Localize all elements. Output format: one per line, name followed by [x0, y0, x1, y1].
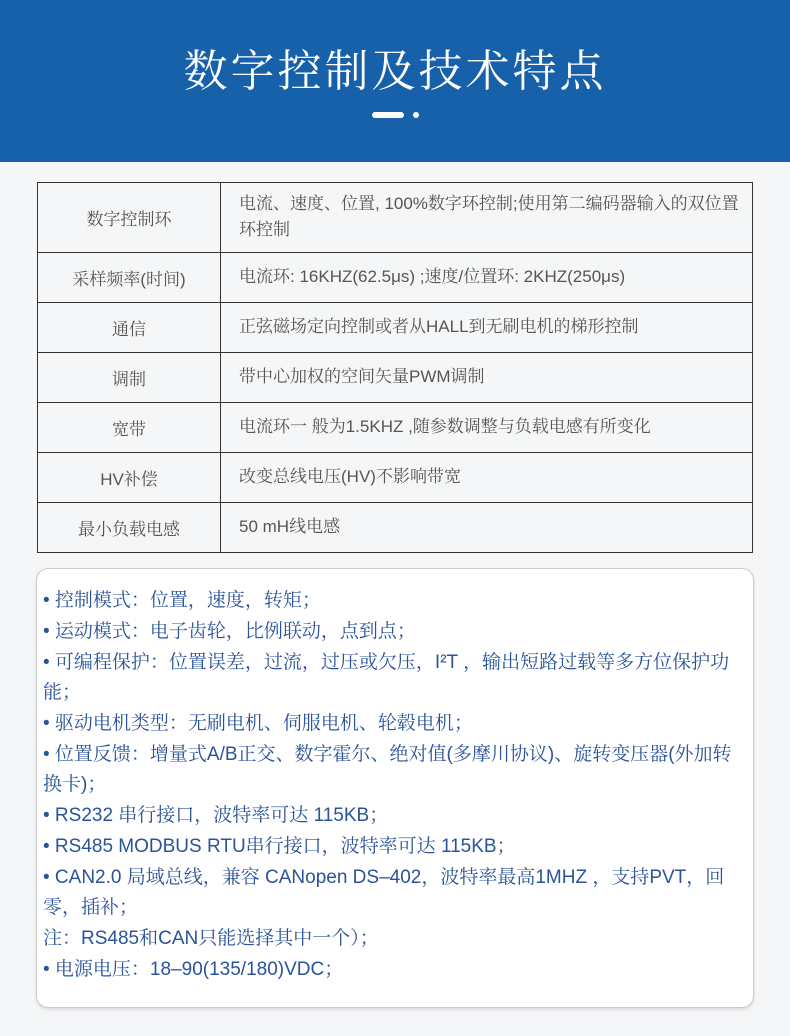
table-row [38, 453, 752, 503]
spec-row-label: HV补偿 [38, 453, 221, 502]
page-title: 数字控制及技术特点 [183, 47, 607, 96]
feature-list-item: • RS485 MODBUS RTU串行接口，波特率可达 115KB； [43, 835, 516, 857]
spec-row-label: 采样频率(时间) [38, 253, 221, 302]
spec-row-label: 通信 [38, 303, 221, 352]
spec-row-value: 正弦磁场定向控制或者从HALL到无刷电机的梯形控制 [239, 317, 639, 337]
spec-row-label: 最小负载电感 [38, 503, 221, 552]
page-header [0, 0, 790, 162]
spec-row-value: 带中心加权的空间矢量PWM调制 [239, 367, 485, 387]
features-panel [36, 568, 754, 1008]
feature-note: 注：RS485和CAN只能选择其中一个）； [43, 927, 379, 949]
spec-row-label: 调制 [38, 353, 221, 402]
feature-list-item: • CAN2.0 局域总线，兼容 CANopen DS–402，波特率最高1MHZ ，支持PVT，回零，插补； [43, 866, 725, 918]
spec-row-value: 电流环: 16KHZ(62.5μs) ;速度/位置环: 2KHZ(250μs) [239, 267, 626, 287]
feature-list-item: • 可编程保护：位置误差，过流，过压或欠压，I²T ，输出短路过载等多方位保护功能； [43, 651, 730, 703]
title-underline-dot [413, 112, 419, 118]
feature-list-item: • 驱动电机类型：无刷电机、伺服电机、轮毂电机； [43, 712, 473, 734]
title-underline-dash [372, 112, 404, 118]
title-underline [372, 112, 419, 118]
table-row [38, 183, 752, 253]
spec-row-value: 改变总线电压(HV)不影响带宽 [239, 467, 461, 487]
feature-list-item: • RS232 串行接口，波特率可达 115KB； [43, 804, 389, 826]
spec-row-label: 宽带 [38, 403, 221, 452]
table-row [38, 303, 752, 353]
spec-row-value: 电流、速度、位置, 100%数字环控制;使用第二编码器输入的双位置环控制 [239, 194, 739, 240]
table-row [38, 403, 752, 453]
spec-row-label: 数字控制环 [38, 183, 221, 252]
spec-table [37, 182, 753, 553]
table-row [38, 353, 752, 403]
feature-list-item: • 位置反馈：增量式A/B正交、数字霍尔、绝对值(多摩川协议)、旋转变压器(外加转换卡)； [43, 743, 732, 795]
feature-list-item: • 电源电压：18–90(135/180)VDC； [43, 958, 344, 980]
spec-row-value: 50 mH线电感 [239, 517, 341, 537]
feature-list-item: • 运动模式：电子齿轮，比例联动，点到点； [43, 620, 416, 642]
feature-list-item: • 控制模式：位置，速度，转矩； [43, 589, 321, 611]
spec-row-value: 电流环一 般为1.5KHZ ,随参数调整与负载电感有所变化 [239, 417, 651, 437]
table-row [38, 253, 752, 303]
table-row [38, 503, 752, 553]
